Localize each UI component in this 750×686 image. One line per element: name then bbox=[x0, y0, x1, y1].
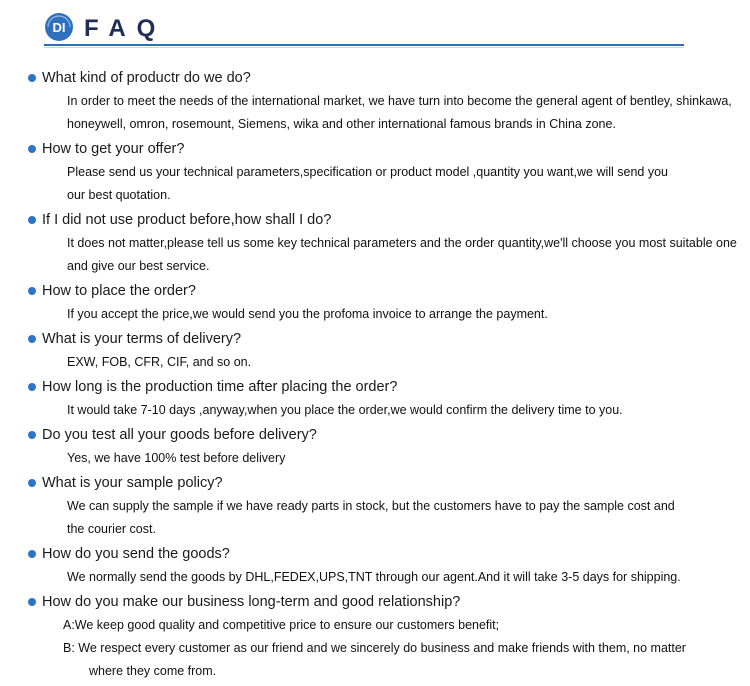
faq-answer-line: B: We respect every customer as our friend and we sincerely do business and make friends with them, no matter bbox=[63, 641, 686, 655]
faq-answer-line: the courier cost. bbox=[67, 522, 156, 536]
faq-answer-line: where they come from. bbox=[89, 664, 217, 678]
bullet-icon bbox=[28, 74, 36, 82]
faq-item bbox=[0, 590, 750, 683]
faq-question: How to get your offer? bbox=[0, 137, 750, 161]
faq-question: How do you make our business long-term and good relationship? bbox=[0, 590, 750, 614]
faq-item bbox=[0, 471, 750, 541]
faq-question: How to place the order? bbox=[0, 279, 750, 303]
faq-item bbox=[0, 327, 750, 374]
faq-item bbox=[0, 137, 750, 207]
faq-question: Do you test all your goods before delivery? bbox=[0, 423, 750, 447]
bullet-icon bbox=[28, 287, 36, 295]
bullet-icon bbox=[28, 383, 36, 391]
faq-item bbox=[0, 208, 750, 278]
faq-answer-line: We can supply the sample if we have ready parts in stock, but the customers have to pay the sample cost and bbox=[67, 499, 675, 513]
faq-answer-line: It does not matter,please tell us some key technical parameters and the order quantity,we'll choose you most suitable one bbox=[67, 236, 737, 250]
faq-question: What kind of productr do we do? bbox=[0, 66, 750, 90]
faq-answer-line: Please send us your technical parameters,specification or product model ,quantity you want,we will send you bbox=[67, 165, 669, 179]
faq-answer-line: our best quotation. bbox=[67, 188, 171, 202]
bullet-icon bbox=[28, 550, 36, 558]
faq-answer-line: honeywell, omron, rosemount, Siemens, wika and other international famous brands in China zone. bbox=[67, 117, 616, 131]
bullet-icon bbox=[28, 216, 36, 224]
faq-question: How long is the production time after placing the order? bbox=[0, 375, 750, 399]
bullet-icon bbox=[28, 431, 36, 439]
faq-answer-line: and give our best service. bbox=[67, 259, 210, 273]
faq-answer-line: It would take 7-10 days ,anyway,when you place the order,we would confirm the delivery time to you. bbox=[67, 403, 623, 417]
header-divider bbox=[44, 44, 684, 46]
faq-answer-line: We normally send the goods by DHL,FEDEX,UPS,TNT through our agent.And it will take 3-5 days for shipping. bbox=[67, 570, 681, 584]
faq-answer-line: In order to meet the needs of the international market, we have turn into become the general agent of bentley, shinkawa, bbox=[67, 94, 732, 108]
bullet-icon bbox=[28, 335, 36, 343]
faq-item bbox=[0, 542, 750, 589]
bullet-icon bbox=[28, 598, 36, 606]
faq-item bbox=[0, 66, 750, 136]
faq-question: What is your terms of delivery? bbox=[0, 327, 750, 351]
company-logo-icon bbox=[44, 12, 74, 42]
faq-item bbox=[0, 375, 750, 422]
faq-question: How do you send the goods? bbox=[0, 542, 750, 566]
page-title: FAQ bbox=[84, 15, 167, 42]
faq-item bbox=[0, 279, 750, 326]
faq-answer-line: Yes, we have 100% test before delivery bbox=[67, 451, 286, 465]
bullet-icon bbox=[28, 145, 36, 153]
bullet-icon bbox=[28, 479, 36, 487]
svg-text:DI: DI bbox=[52, 20, 66, 35]
faq-answer-line: EXW, FOB, CFR, CIF, and so on. bbox=[67, 355, 252, 369]
faq-header bbox=[0, 0, 750, 52]
faq-item bbox=[0, 423, 750, 470]
header-divider-shadow bbox=[44, 47, 684, 48]
faq-list bbox=[0, 66, 750, 683]
faq-question: If I did not use product before,how shall I do? bbox=[0, 208, 750, 232]
faq-answer-line: A:We keep good quality and competitive price to ensure our customers benefit; bbox=[63, 618, 500, 632]
faq-answer-line: If you accept the price,we would send you the profoma invoice to arrange the payment. bbox=[67, 307, 548, 321]
faq-question: What is your sample policy? bbox=[0, 471, 750, 495]
